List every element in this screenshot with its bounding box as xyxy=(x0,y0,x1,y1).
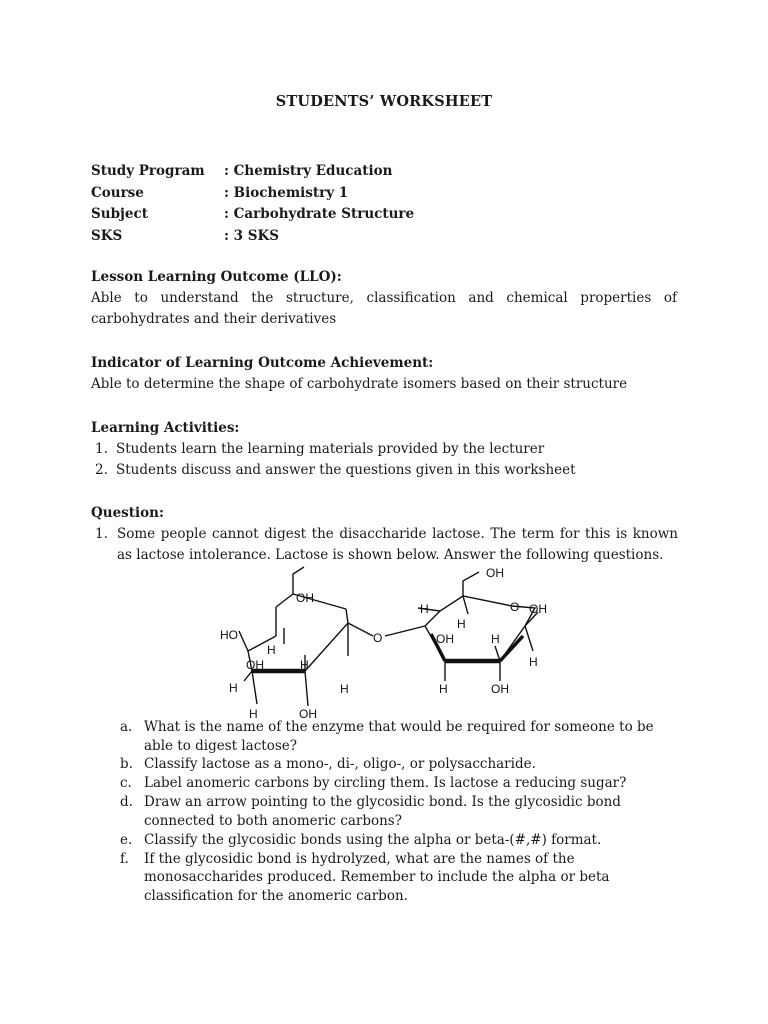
lactose-structure-diagram xyxy=(200,556,570,726)
ring1-right xyxy=(305,609,348,671)
sub-text: What is the name of the enzyme that would be required for someone to be able to digest lactose? xyxy=(144,719,654,754)
ring1-oh-c4-label: OH xyxy=(246,658,264,672)
sub-text: If the glycosidic bond is hydrolyzed, what are the names of the monosaccharides produced. Remember to include the alpha or beta classification for the anomeric carbon. xyxy=(144,850,610,904)
sub-text: Label anomeric carbons by circling them. Is lactose a reducing sugar? xyxy=(144,775,627,792)
ring2-ch2oh-label: OH xyxy=(486,566,504,580)
llo-section xyxy=(91,267,677,330)
sub-letter: a. xyxy=(120,719,133,735)
meta-value: : 3 SKS xyxy=(224,227,280,244)
ring2-ch2oh xyxy=(463,572,479,596)
ring1-h-c3-label: H xyxy=(300,658,309,672)
list-item xyxy=(91,460,677,481)
list-item xyxy=(91,439,677,460)
list-text: Students learn the learning materials provided by the lecturer xyxy=(116,441,545,457)
list-number: 2. xyxy=(95,462,108,478)
sub-letter: d. xyxy=(120,794,133,811)
ring2-h-top2-label: H xyxy=(457,617,466,631)
ring2-h-c3b-label: H xyxy=(439,682,448,696)
sub-question-d xyxy=(120,793,680,830)
link-left xyxy=(348,623,373,636)
sub-text: Classify the glycosidic bonds using the alpha or beta-(#,#) format. xyxy=(144,831,602,848)
ring2-h-c2-label: H xyxy=(491,632,500,646)
meta-row-sks xyxy=(91,226,414,248)
sub-letter: b. xyxy=(120,756,133,773)
sub-letter: f. xyxy=(120,850,129,867)
indicator-text: Able to determine the shape of carbohydrate isomers based on their structure xyxy=(91,376,628,392)
ring1-h-bottom xyxy=(252,671,257,704)
ring2-ring-o-label: O xyxy=(510,600,520,614)
question-section xyxy=(91,503,677,524)
meta-label: Course xyxy=(91,184,144,201)
sub-text: Draw an arrow pointing to the glycosidic bond. Is the glycosidic bond connected to both anomeric carbons? xyxy=(144,794,621,829)
link-right xyxy=(385,626,425,636)
sub-question-c xyxy=(120,774,680,793)
ring2-bold-right xyxy=(500,636,523,661)
ring2-h-top1-label: H xyxy=(420,602,429,616)
sub-question-e xyxy=(120,831,680,850)
indicator-section xyxy=(91,353,677,395)
ring1-h-c4 xyxy=(244,671,252,681)
meta-row-subject xyxy=(91,204,414,226)
ring1-oh-bottom-label: OH xyxy=(299,707,317,721)
ring1-h-inner-label: H xyxy=(267,643,276,657)
activities-section xyxy=(91,418,677,481)
meta-row-study-program xyxy=(91,161,414,183)
ring1-oh-bottom xyxy=(305,671,308,706)
ring2-oh-c1-label: OH xyxy=(529,602,547,616)
question-text: Some people cannot digest the disaccharide lactose. The term for this is known as lactose intolerance. Lactose is shown below. Answer the following questions. xyxy=(117,526,678,563)
ring2-oh-c3-label: OH xyxy=(436,632,454,646)
meta-value: : Carbohydrate Structure xyxy=(224,206,415,222)
page-title: STUDENTS’ WORKSHEET xyxy=(275,93,493,110)
meta-value: : Biochemistry 1 xyxy=(224,184,349,201)
llo-heading: Lesson Learning Outcome (LLO): xyxy=(91,269,342,285)
link-o-label: O xyxy=(373,631,383,645)
ring2-oh-c2-label: OH xyxy=(491,682,509,696)
ring2-h-top2 xyxy=(463,596,468,614)
ring2-h-c1-label: H xyxy=(529,655,538,669)
meta-value: : Chemistry Education xyxy=(224,163,393,179)
meta-label: Study Program xyxy=(91,163,205,179)
list-text: Students discuss and answer the questions given in this worksheet xyxy=(116,462,576,478)
sub-question-b xyxy=(120,755,680,774)
ring1-ch2oh xyxy=(293,567,304,594)
sub-letter: c. xyxy=(120,775,132,792)
activities-list xyxy=(91,439,677,481)
sub-question-a xyxy=(120,718,680,755)
question-number: 1. xyxy=(95,526,108,542)
meta-label: Subject xyxy=(91,206,148,222)
meta-label: SKS xyxy=(91,227,123,244)
ring1-h-c4-label: H xyxy=(229,681,238,695)
sub-letter: e. xyxy=(120,831,133,848)
ring1-h-c2-label: H xyxy=(340,682,349,696)
meta-row-course xyxy=(91,183,414,205)
question-heading: Question: xyxy=(91,505,164,521)
ring1-ho-label: HO xyxy=(220,628,238,642)
llo-text: Able to understand the structure, classification and chemical properties of carbohydrates and their derivatives xyxy=(91,290,677,327)
sub-text: Classify lactose as a mono-, di-, oligo-, or polysaccharide. xyxy=(144,756,536,773)
ring1-ho-bond xyxy=(239,631,248,651)
sub-question-f xyxy=(120,850,680,906)
ring1-h-bottom-label: H xyxy=(249,707,258,721)
list-number: 1. xyxy=(95,441,108,457)
ring2-h-c1 xyxy=(525,626,533,651)
ring1-ch2oh-label: OH xyxy=(296,591,314,605)
indicator-heading: Indicator of Learning Outcome Achievement: xyxy=(91,355,434,371)
sub-question-list xyxy=(120,718,680,906)
activities-heading: Learning Activities: xyxy=(91,420,240,436)
course-info xyxy=(91,161,414,247)
